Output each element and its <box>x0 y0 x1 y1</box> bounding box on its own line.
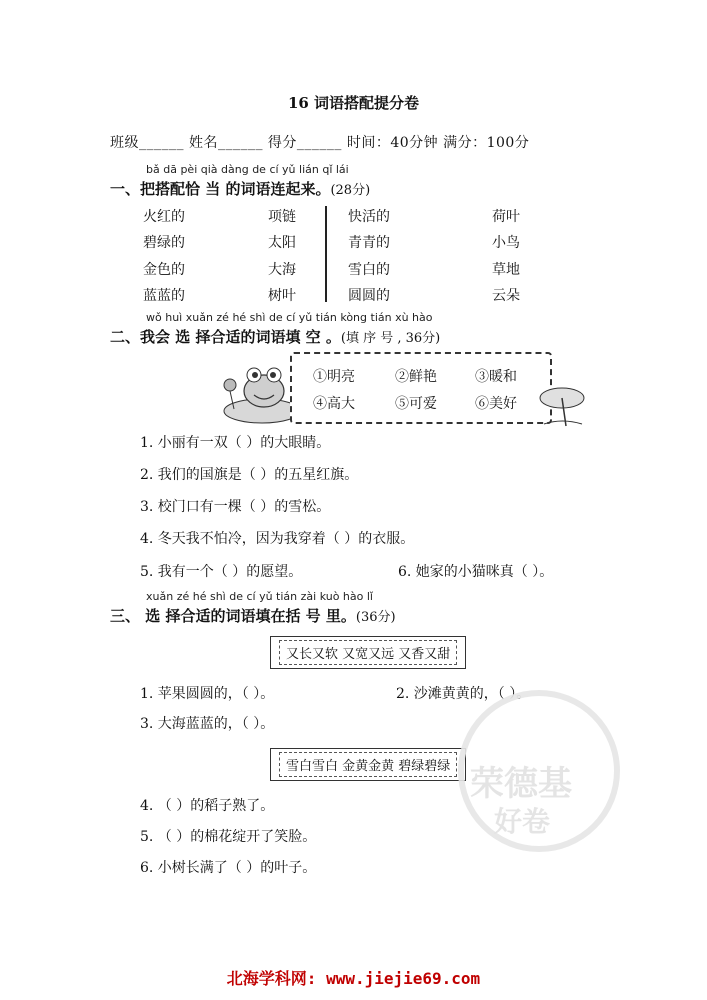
s1-left-a-3: 蓝蓝的 <box>143 288 185 304</box>
s1-right-b-3[interactable]: 云朵 <box>492 288 520 304</box>
s2-question-2[interactable]: 2. 我们的国旗是（ ）的五星红旗。 <box>140 467 359 483</box>
s1-left-b-0[interactable]: 项链 <box>268 209 296 225</box>
s3-question-2[interactable]: 2. 沙滩黄黄的，（ ）。 <box>396 686 531 702</box>
s1-right-b-2[interactable]: 草地 <box>492 262 520 278</box>
section1-pinyin: bǎ dā pèi qià dàng de cí yǔ lián qǐ lái <box>146 163 349 176</box>
s1-left-b-3[interactable]: 树叶 <box>268 288 296 304</box>
watermark-stamp <box>458 690 620 852</box>
s1-left-a-1: 碧绿的 <box>143 235 185 251</box>
s1-right-b-0[interactable]: 荷叶 <box>492 209 520 225</box>
section3-pinyin: xuǎn zé hé shì de cí yǔ tián zài kuò hào lǐ <box>146 590 373 603</box>
s2-question-6[interactable]: 6. 她家的小猫咪真（ ）。 <box>398 564 554 580</box>
word-box-2 <box>270 748 466 781</box>
option-3: ③暖和 <box>475 369 517 385</box>
section2-label: 二、我会 选 择合适的词语填 空 。 <box>110 328 341 346</box>
s1-left-b-2[interactable]: 大海 <box>268 262 296 278</box>
option-4: ④高大 <box>313 396 355 412</box>
section2-heading <box>110 326 440 347</box>
s2-question-3[interactable]: 3. 校门口有一棵（ ）的雪松。 <box>140 499 331 515</box>
s1-left-b-1[interactable]: 太阳 <box>268 235 296 251</box>
student-info-line: 班级______ 姓名______ 得分______ 时间：40分钟 满分：100分 <box>110 135 530 151</box>
s3-question-3[interactable]: 3. 大海蓝蓝的，（ ）。 <box>140 716 275 732</box>
s1-left-a-2: 金色的 <box>143 262 185 278</box>
option-2: ②鲜艳 <box>395 369 437 385</box>
s1-right-a-3: 圆圆的 <box>348 288 390 304</box>
lotus-leaf-illustration <box>536 380 588 430</box>
word-box-2-text: 雪白雪白 金黄金黄 碧绿碧绿 <box>279 752 457 777</box>
option-5: ⑤可爱 <box>395 396 437 412</box>
page-title: 16 词语搭配提分卷 <box>287 94 420 112</box>
word-box-1-text: 又长又软 又宽又远 又香又甜 <box>279 640 457 665</box>
s1-right-b-1[interactable]: 小鸟 <box>492 235 520 251</box>
watermark-line2: 好卷 <box>494 805 551 838</box>
section2-points: (填 序 号 , 36分) <box>340 331 441 346</box>
s3-question-6[interactable]: 6. 小树长满了（ ）的叶子。 <box>140 860 317 876</box>
s3-question-5[interactable]: 5. （ ）的棉花绽开了笑脸。 <box>140 829 317 845</box>
section1-label: 一、把搭配恰 当 的词语连起来。 <box>110 180 331 198</box>
section1-points: (28分) <box>330 183 371 198</box>
s1-right-a-2: 雪白的 <box>348 262 390 278</box>
s3-question-4[interactable]: 4. （ ）的稻子熟了。 <box>140 798 275 814</box>
divider-line <box>325 206 327 302</box>
s1-right-a-1: 青青的 <box>348 235 390 251</box>
option-1: ①明亮 <box>313 369 355 385</box>
word-box-1 <box>270 636 466 669</box>
s2-question-5[interactable]: 5. 我有一个（ ）的愿望。 <box>140 564 303 580</box>
s1-left-a-0: 火红的 <box>143 209 185 225</box>
options-box <box>290 352 552 424</box>
s2-question-4[interactable]: 4. 冬天我不怕冷，因为我穿着（ ）的衣服。 <box>140 531 415 547</box>
s3-question-1[interactable]: 1. 苹果圆圆的，（ ）。 <box>140 686 275 702</box>
section3-heading <box>110 605 396 626</box>
option-6: ⑥美好 <box>475 396 517 412</box>
section3-label: 三、 选 择合适的词语填在括 号 里。 <box>110 607 356 625</box>
section1-heading <box>110 178 370 199</box>
section3-points: (36分) <box>355 610 396 625</box>
section2-pinyin: wǒ huì xuǎn zé hé shì de cí yǔ tián kòng tián xù hào <box>146 311 433 324</box>
s2-question-1[interactable]: 1. 小丽有一双（ ）的大眼睛。 <box>140 435 331 451</box>
s1-right-a-0: 快活的 <box>348 209 390 225</box>
footer-link[interactable]: 北海学科网: www.jiejie69.com <box>226 969 481 988</box>
watermark-line1: 荣德基 <box>470 764 572 804</box>
